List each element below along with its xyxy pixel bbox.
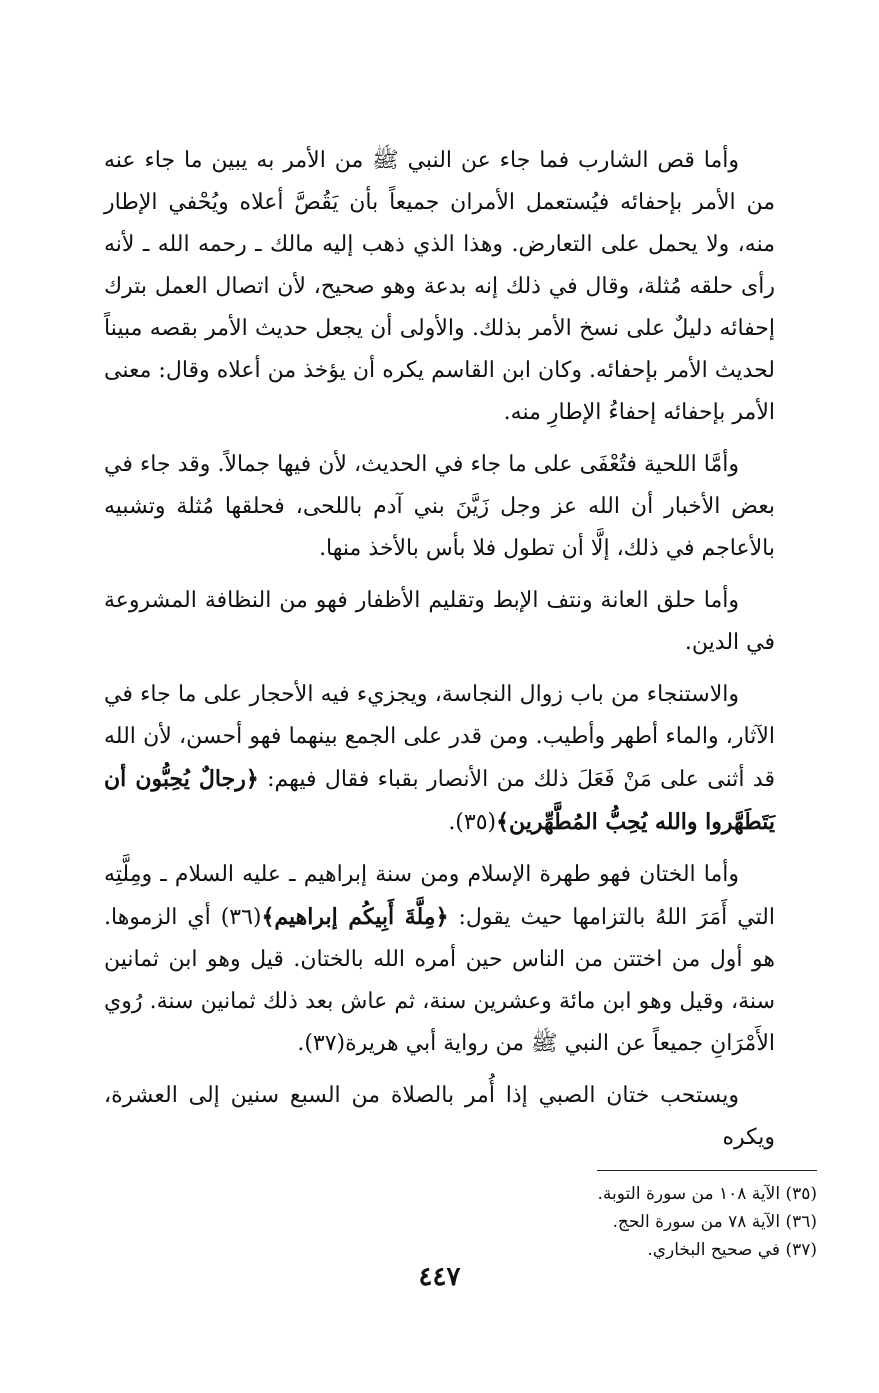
paragraph-circumcision <box>104 854 775 1065</box>
paragraph-beard: وأمَّا اللحية فتُعْفَى على ما جاء في الحديث، لأن فيها جمالاً. وقد جاء في بعض الأخبار أن الله عز وجل زَيَّنَ بني آدم باللحى، فحلقها مُثلة وتشبيه بالأعاجم في ذلك، إلَّا أن تطول فلا بأس بالأخذ منها. <box>104 452 775 561</box>
main-text <box>104 140 775 1159</box>
footnote-36: (٣٦) الآية ٧٨ من سورة الحج. <box>612 1212 817 1232</box>
footnote-ref: (٣٥). <box>448 810 497 835</box>
quran-verse: ﴿مِلَّةَ أَبِيكُم إبراهيم﴾ <box>261 904 449 930</box>
paragraph-istinja-text: والاستنجاء من باب زوال النجاسة، ويجزيء فيه الأحجار على ما جاء في الآثار، والماء أطهر وأطيب. ومن قدر على الجمع بينهما فهو أحسن، لأن الله قد أثنى على مَنْ فَعَلَ ذلك من الأنصار بقباء فقال فيهم: <box>104 682 775 792</box>
paragraph-circumcision-continuation: (٣٦) أي الزموها. هو أول من اختتن من الناس حين أمره الله بالختان. قيل وهو ابن ثمانين سنة، وقيل وهو ابن مائة وعشرين سنة، ثم عاش بعد ذلك ثمانين سنة. رُوي الأَمْرَانِ جميعاً عن النبي ﷺ من رواية أبي هريرة(٣٧). <box>104 905 775 1056</box>
paragraph-istinja <box>104 674 775 844</box>
paragraph-circumcision-text: وأما الختان فهو طهرة الإسلام ومن سنة إبراهيم ـ عليه السلام ـ ومِلَّتِه التي أَمَرَ اللهُ بالتزامها حيث يقول: <box>104 862 775 930</box>
footnote-35: (٣٥) الآية ١٠٨ من سورة التوبة. <box>597 1184 817 1204</box>
paragraph-mustache: وأما قص الشارب فما جاء عن النبي ﷺ من الأمر به يبين ما جاء عنه من الأمر بإحفائه فيُستعمل الأمران جميعاً بأن يَقُصَّ أعلاه ويُحْفي الإطار منه، ولا يحمل على التعارض. وهذا الذي ذهب إليه مالك ـ رحمه الله ـ لأنه رأى حلقه مُثلة، وقال في ذلك إنه بدعة وهو صحيح، لأن اتصال العمل بترك إحفائه دليلٌ على نسخ الأمر بذلك. والأولى أن يجعل حديث الأمر بقصه مبيناً لحديث الأمر بإحفائه. وكان ابن القاسم يكره أن يؤخذ من أعلاه وقال: معنى الأمر بإحفائه إحفاءُ الإطارِ منه. <box>104 148 775 425</box>
page-number: ٤٤٧ <box>418 1262 461 1292</box>
footnote-divider <box>597 1170 817 1171</box>
quran-verse: ﴿رجالٌ يُحِبُّون أن يَتَطَهَّروا والله يُحِبُّ المُطَّهِّرين﴾ <box>104 766 775 835</box>
footnotes <box>117 1180 817 1264</box>
paragraph-grooming: وأما حلق العانة ونتف الإبط وتقليم الأظفار فهو من النظافة المشروعة في الدين. <box>104 588 775 655</box>
footnote-37: (٣٧) في صحيح البخاري. <box>647 1240 817 1260</box>
paragraph-child-circumcision: ويستحب ختان الصبي إذا أُمر بالصلاة من السبع سنين إلى العشرة، ويكره <box>104 1083 775 1150</box>
